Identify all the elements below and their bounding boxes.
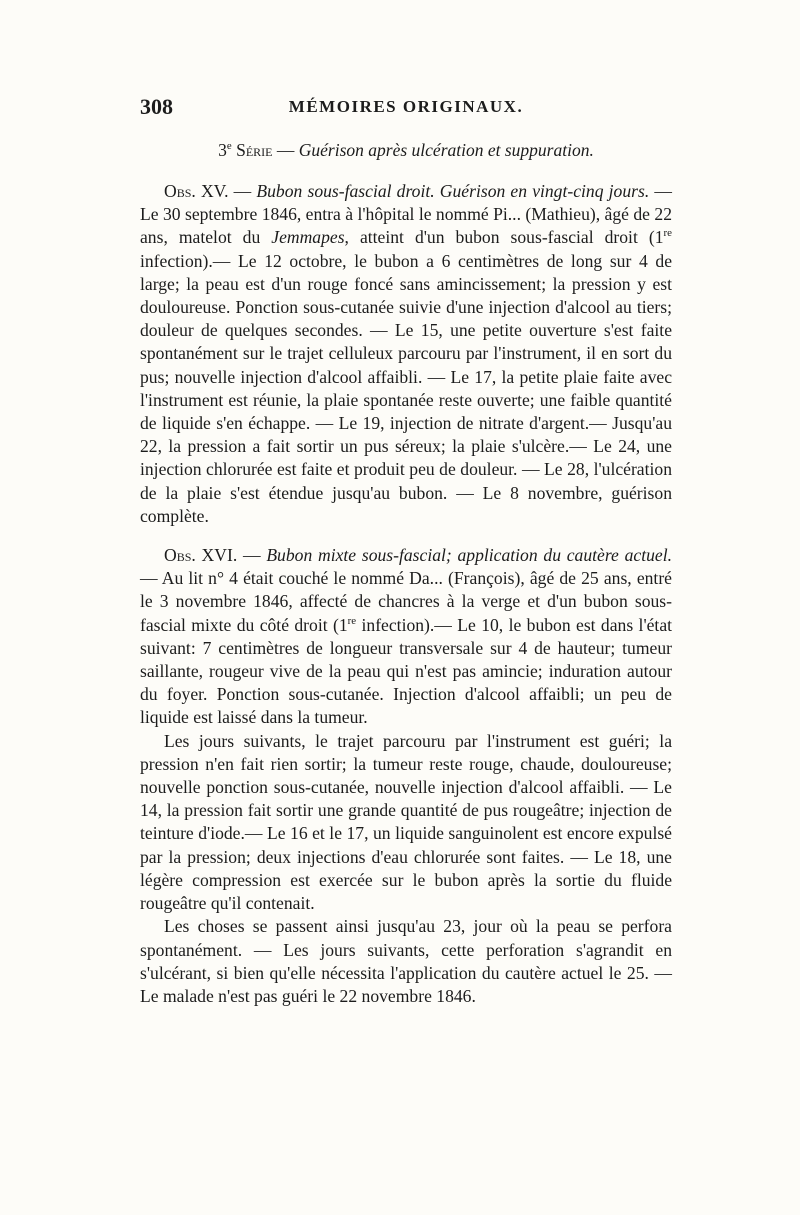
obs-16-sup: re: [347, 614, 357, 627]
obs-16-paragraph-2: Les jours suivants, le trajet parcouru par l'instrument est guéri; la pression n'en fait rien sortir; la tumeur reste rouge, chaude, douloureuse; nouvelle ponction sous-cutanée, nouvelle injection d'alcool affaibli. — Le 14, la pression fait sortir une grande quantité de pus rougeâtre; injection de teinture d'iode.— Le 16 et le 17, un liquide sanguinolent est encore expulsé par la pression; deux injections d'eau chlorurée sont faites. — Le 18, une légère compression est exercée sur le bubon après la sortie du fluide rougeâtre qu'il contenait.: [140, 730, 672, 914]
obs-15-label: Obs.: [164, 181, 196, 201]
observation-15: [140, 180, 672, 528]
obs-15-sup: re: [663, 227, 672, 240]
obs-16-text-a: — Au lit n° 4 était couché le nommé Da... (François), âgé de 25 ans, entré le 3 novembre 1846, affecté de chancres à la verge et d'un bubon sous-fascial mixte du côté droit (1: [140, 568, 672, 635]
section-heading: [140, 140, 672, 161]
obs-16-paragraph-3: Les choses se passent ainsi jusqu'au 23, jour où la peau se perfora spontanément. — Les jours suivants, cette perforation s'agrandit en s'ulcérant, si bien qu'elle nécessita l'application du cautère actuel le 25. — Le malade n'est pas guéri le 22 novembre 1846.: [140, 916, 672, 1006]
section-number-suffix: e: [226, 140, 232, 153]
obs-15-text-b: , atteint d'un bubon sous-fascial droit (1: [344, 227, 664, 248]
obs-15-text-c: infection).— Le 12 octobre, le bubon a 6 centimètres de long sur 4 de large; la peau est d'un rouge foncé sans amincissement; la pression y est douloureuse. Ponction sous-cutanée suivie d'une injection d'alcool au tiers; douleur de quelques secondes. — Le 15, une petite ouverture s'est faite spontanément sur le trajet celluleux parcouru par l'instrument, il en sort du pus; nouvelle injection d'alcool affaibli. — Le 17, la petite plaie faite avec l'instrument est réunie, la plaie spontanée reste ouverte; une faible quantité de liquide s'en échappe. — Le 19, injection de nitrate d'argent.— Jusqu'au 22, la pression a fait sortir un pus séreux; la plaie s'ulcère.— Le 24, une injection chlorurée est faite et produit peu de douleur. — Le 28, l'ulcération de la plaie s'est étendue jusqu'au bubon. — Le 8 novembre, guérison complète.: [140, 250, 672, 526]
obs-15-number: XV. —: [195, 181, 257, 201]
obs-15-place: Jemmapes: [271, 227, 345, 248]
section-title: Guérison après ulcération et suppuration.: [298, 140, 594, 160]
obs-16-number: XVI. —: [195, 545, 267, 566]
obs-16-title: Bubon mixte sous-fascial; application du cautère actuel.: [266, 545, 672, 566]
obs-15-title: Bubon sous-fascial droit. Guérison en vingt-cinq jours.: [256, 181, 650, 201]
page-number: 308: [140, 94, 173, 119]
running-title: MÉMOIRES ORIGINAUX.: [288, 97, 524, 116]
section-number: 3: [218, 140, 227, 160]
obs-15-text-a: — Le 30 septembre 1846, entra à l'hôpital le nommé Pi... (Mathieu), âgé de 22 ans, matelot du: [140, 181, 672, 248]
observation-16: [140, 544, 672, 730]
page-header: [140, 94, 672, 124]
obs-16-label: Obs.: [164, 545, 196, 566]
page-body: [140, 180, 672, 1008]
obs-16-text-b: infection).— Le 10, le bubon est dans l'état suivant: 7 centimètres de longueur transversale sur 4 de hauteur; tumeur saillante, rougeur vive de la peau qui n'est pas amincie; induration autour du foyer. Ponction sous-cutanée. Injection d'alcool affaibli; un peu de liquide est laissé dans la tumeur.: [140, 614, 673, 728]
section-label: Série: [236, 140, 273, 160]
section-dash: —: [272, 140, 299, 160]
